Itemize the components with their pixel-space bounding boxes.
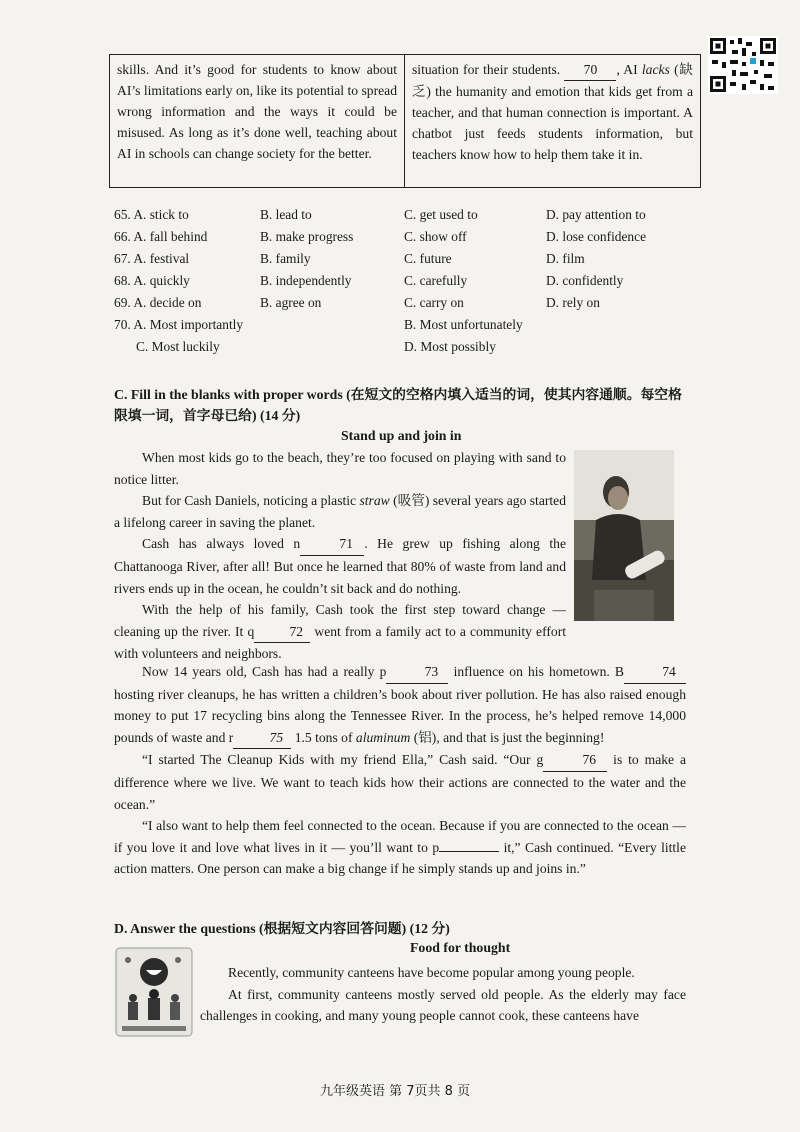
- option-d[interactable]: D. confidently: [546, 273, 624, 288]
- paragraph-4: [114, 599, 566, 665]
- option-row-65: [114, 207, 714, 229]
- p1-text: When most kids go to the beach, they’re too focused on playing with sand to notice litter.: [114, 450, 566, 487]
- passage-c-part2: [114, 661, 686, 880]
- d2-text: At first, community canteens mostly served old people. As the elderly may face challenges in cooking, and many young people cannot cook, these canteens have: [200, 986, 686, 1024]
- blank-76[interactable]: 76: [543, 749, 607, 772]
- blank-74[interactable]: 74: [624, 661, 686, 684]
- p5-text-e: (铝), and that is just the beginning!: [413, 729, 605, 745]
- boy-photo: [574, 450, 674, 621]
- paragraph-7: [114, 815, 686, 880]
- p2-text-a: But for Cash Daniels, noticing a plastic: [142, 493, 357, 509]
- section-c-title: C. Fill in the blanks with proper words: [114, 387, 343, 402]
- paragraph-3: [114, 533, 566, 599]
- p5-text-c: hosting river cleanups, he has written a children’s book about river pollution. He has also raised enough money to put 17 recycling bins along the Tennessee River. In the process, he’s helped remove 14,000 pounds of waste and r: [114, 686, 686, 745]
- option-row-69: [114, 295, 714, 317]
- blank-77[interactable]: [439, 851, 499, 852]
- option-row-68: [114, 273, 714, 295]
- table-right-cell: [405, 55, 700, 187]
- options-list: [114, 207, 714, 361]
- option-a[interactable]: 66. A. fall behind: [114, 229, 208, 244]
- blank-71[interactable]: 71: [300, 533, 364, 556]
- table-right-text-b: , AI: [616, 62, 638, 77]
- passage-d-title: Food for thought: [410, 940, 511, 955]
- option-c[interactable]: C. carefully: [404, 273, 468, 288]
- blank-75[interactable]: 75: [233, 727, 291, 750]
- table-left-text: skills. And it’s good for students to know about AI’s limitations early on, like its potential to spread wrong information and the ways it could be misused. As long as it’s done well, teaching about AI in schools can change society for the better.: [117, 62, 397, 161]
- paragraph-1: [114, 447, 566, 490]
- option-b[interactable]: B. independently: [260, 273, 352, 288]
- option-c[interactable]: C. Most luckily: [136, 339, 220, 354]
- p4-text-a: With the help of his family, Cash took the first step toward change — cleaning up the river. It q: [114, 602, 566, 639]
- option-a[interactable]: 65. A. stick to: [114, 207, 189, 222]
- option-b[interactable]: B. make progress: [260, 229, 354, 244]
- canteen-illustration: [114, 946, 194, 1038]
- p7-text-a: “I also want to help them feel connected to the ocean. Because if you are connected to the ocean — if you love it and love what lives in it — you’ll want to p: [114, 818, 686, 855]
- option-row-66: [114, 229, 714, 251]
- p3-text-a: Cash has always loved n: [142, 536, 301, 552]
- passage-d: [200, 962, 686, 1027]
- p6-text-a: “I started The Cleanup Kids with my friend Ella,” Cash said. “Our g: [142, 752, 544, 768]
- p3-text-b: . He grew up fishing along the Chattanooga River, after all! But once he learned that 80% of waste from land and rivers ends up in the ocean, he couldn’t sit back and do nothing.: [114, 536, 566, 596]
- option-d[interactable]: D. film: [546, 251, 585, 266]
- option-c[interactable]: C. carry on: [404, 295, 464, 310]
- qr-code-icon: [708, 36, 778, 94]
- option-row-70: [114, 317, 714, 339]
- option-d[interactable]: D. lose confidence: [546, 229, 647, 244]
- d1-text: Recently, community canteens have become popular among young people.: [228, 965, 635, 980]
- option-row-70-cont: [114, 339, 714, 361]
- section-d-heading: [114, 918, 694, 939]
- blank-70[interactable]: 70: [564, 59, 616, 81]
- table-left-cell: [110, 55, 405, 187]
- option-b[interactable]: B. agree on: [260, 295, 322, 310]
- passage-c-part1: [114, 447, 566, 665]
- option-row-67: [114, 251, 714, 273]
- option-c[interactable]: C. future: [404, 251, 452, 266]
- passage-table: [109, 54, 701, 188]
- option-a[interactable]: 68. A. quickly: [114, 273, 190, 288]
- section-d-points: (12 分): [409, 921, 450, 936]
- table-right-text-c: (缺乏) the humanity and emotion that kids get from a teacher, and that human connection is important. A chatbot just feeds students information, but teachers know how to help them take it in.: [412, 62, 694, 162]
- p5-text-a: Now 14 years old, Cash has had a really p: [142, 664, 387, 679]
- section-c-heading: [114, 384, 694, 426]
- option-a[interactable]: 70. A. Most importantly: [114, 317, 244, 332]
- section-d-instruction: (根据短文内容回答问题): [259, 921, 407, 936]
- p4-text-b: went from a family act to a community effort with volunteers and neighbors.: [114, 623, 566, 662]
- table-right-italic: lacks: [641, 62, 670, 77]
- section-c-points: (14 分): [260, 408, 301, 423]
- option-a[interactable]: 69. A. decide on: [114, 295, 202, 310]
- paragraph-2: [114, 490, 566, 533]
- option-c[interactable]: C. show off: [404, 229, 467, 244]
- p5-italic: aluminum: [355, 729, 411, 745]
- p7-text-b: it,” Cash continued. “Every little action matters. One person can make a big change if he simply stands up and joins in.”: [114, 839, 686, 877]
- option-c[interactable]: C. get used to: [404, 207, 478, 222]
- option-b[interactable]: B. lead to: [260, 207, 312, 222]
- option-b[interactable]: B. Most unfortunately: [404, 317, 523, 332]
- table-right-text-a: situation for their students.: [412, 62, 561, 77]
- option-b[interactable]: B. family: [260, 251, 311, 266]
- section-d-title: D. Answer the questions: [114, 921, 256, 936]
- blank-72[interactable]: 72: [254, 621, 310, 644]
- paragraph-5: [114, 661, 686, 749]
- paragraph-d1: [200, 962, 686, 984]
- page-footer: 九年级英语 第 7页共 8 页: [320, 1084, 471, 1099]
- section-c-instruction: (在短文的空格内填入适当的词，使其内容通顺。每空格限填一词，首字母已给): [114, 387, 682, 423]
- p5-text-b: influence on his hometown. B: [453, 664, 624, 679]
- option-d[interactable]: D. rely on: [546, 295, 600, 310]
- passage-title: Stand up and join in: [341, 428, 462, 443]
- p6-text-b: is to make a difference where we live. We want to teach kids how their actions are connected to the water and the ocean.”: [114, 752, 686, 812]
- p5-text-d: 1.5 tons of: [294, 729, 353, 745]
- p2-italic: straw: [359, 493, 390, 509]
- blank-73[interactable]: 73: [386, 661, 448, 684]
- p2-text-b: (吸管) several years ago started a lifelong career in saving the planet.: [114, 493, 567, 530]
- option-a[interactable]: 67. A. festival: [114, 251, 190, 266]
- paragraph-6: [114, 749, 686, 815]
- option-d[interactable]: D. Most possibly: [404, 339, 496, 354]
- option-d[interactable]: D. pay attention to: [546, 207, 646, 222]
- paragraph-d2: [200, 984, 686, 1027]
